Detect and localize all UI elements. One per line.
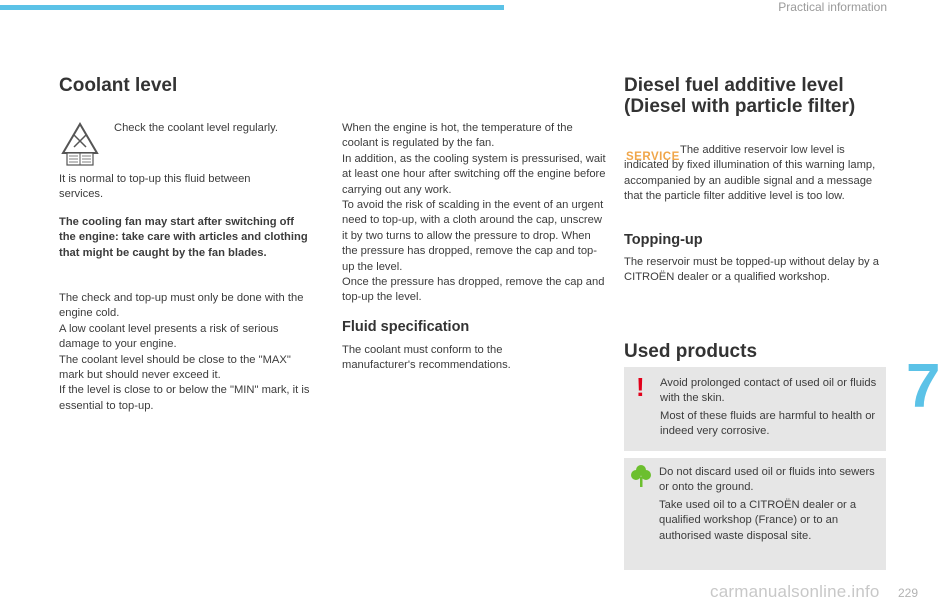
section-title: Practical information <box>778 0 887 14</box>
hot-line: Once the pressure has dropped, remove the cap and top-up the level. <box>342 276 605 304</box>
header-accent-bar <box>0 5 504 10</box>
diesel-heading-line2: (Diesel with particle filter) <box>624 96 856 117</box>
cold-line: A low coolant level presents a risk of serious damage to your engine. <box>59 322 279 351</box>
cold-line: The check and top-up must only be done with the engine cold. <box>59 292 304 320</box>
coolant-heading: Coolant level <box>59 75 178 96</box>
coolant-check-text: Check the coolant level regularly. <box>114 122 278 134</box>
diesel-heading-line1: Diesel fuel additive level <box>624 75 844 96</box>
reservoir-text: The additive reservoir low level is indicated by fixed illumination of this warning lamp, accompanied by an audible signal and a message that the particle filter additive level is too low. <box>624 144 876 203</box>
cold-line: The coolant level should be close to the "MAX" mark but should never exceed it. <box>59 353 291 382</box>
topping-up-text: The reservoir must be topped-up without delay by a CITROËN dealer or a qualified workshop. <box>624 256 879 284</box>
hot-line: To avoid the risk of scalding in the event of an urgent need to top-up, with a cloth around the cap, unscrew it by two turns to allow the pressure to drop. When the pressure has dropped, remove the cap and top-up the level. <box>342 199 604 273</box>
diesel-heading <box>624 75 855 117</box>
coolant-normal-text: It is normal to top-up this fluid between services. <box>59 173 251 201</box>
topping-up-heading: Topping-up <box>624 232 703 248</box>
warning-line: Most of these fluids are harmful to health or indeed very corrosive. <box>660 409 876 438</box>
fan-warning-text: The cooling fan may start after switching off the engine: take care with articles and clothing that might be caught by the fan blades. <box>59 216 308 259</box>
eco-line: Take used oil to a CITROËN dealer or a qualified workshop (France) or to an authorised waste disposal site. <box>659 498 857 542</box>
hot-line: In addition, as the cooling system is pressurised, wait at least one hour after switching off the engine before carrying out any work. <box>342 152 606 196</box>
exclamation-icon: ! <box>636 372 645 402</box>
fluid-spec-text: The coolant must conform to the manufacturer's recommendations. <box>342 344 511 372</box>
hot-line: When the engine is hot, the temperature of the coolant is regulated by the fan. <box>342 122 573 150</box>
fluid-spec-heading: Fluid specification <box>342 319 470 335</box>
cold-line: If the level is close to or below the "MIN" mark, it is essential to top-up. <box>59 384 310 412</box>
watermark-url: carmanualsonline.info <box>710 582 880 601</box>
eco-line: Do not discard used oil or fluids into sewers or onto the ground. <box>659 466 875 494</box>
chapter-number: 7 <box>906 352 941 421</box>
used-products-heading: Used products <box>624 341 758 362</box>
warning-line: Avoid prolonged contact of used oil or fluids with the skin. <box>660 377 877 405</box>
coolant-warning-book-icon <box>60 121 100 167</box>
tree-icon <box>631 464 651 488</box>
page-number: 229 <box>898 586 919 600</box>
service-warning-icon: SERVICE <box>626 151 680 163</box>
